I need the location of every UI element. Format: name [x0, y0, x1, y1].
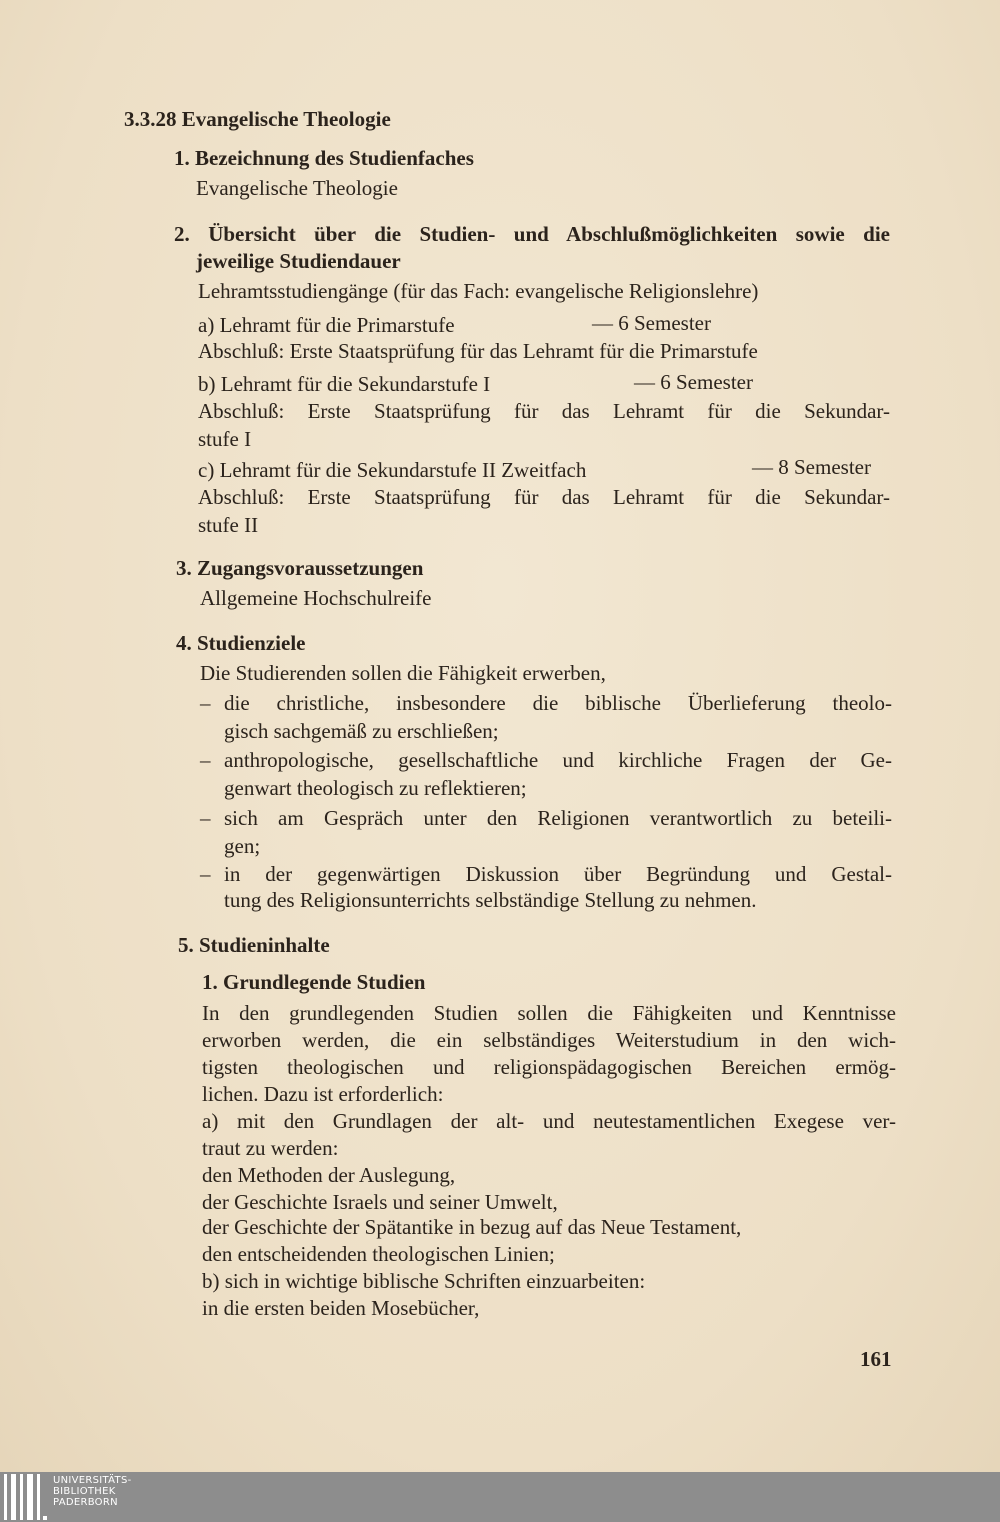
section-number: 3.3.28 [124, 107, 177, 131]
s4-item4-line2: tung des Religionsunterrichts selbständige Stellung zu nehmen. [224, 888, 757, 912]
page-number: 161 [860, 1347, 892, 1371]
s5-a-line5: der Geschichte der Spätantike in bezug auf das Neue Testament, [202, 1215, 742, 1239]
s2-b-label: b) Lehramt für die Sekundarstufe I [198, 372, 491, 396]
section-heading [124, 106, 391, 132]
s5-a-line3: den Methoden der Auslegung, [202, 1163, 456, 1187]
s4-item2-line2: genwart theologisch zu reflektieren; [224, 776, 527, 800]
s4-item3-line1: sich am Gespräch unter den Religionen verantwortlich zu beteili- [224, 806, 892, 830]
s2-b-duration: — 6 Semester [634, 370, 753, 394]
s4-item2-line1: anthropologische, gesellschaftliche und kirchliche Fragen der Ge- [224, 748, 892, 772]
s2-heading-line1 [174, 221, 890, 247]
s2-intro: Lehramtsstudiengänge (für das Fach: evangelische Religionslehre) [198, 279, 759, 303]
s2-c-degree-line2: stufe II [198, 513, 259, 537]
list-dash: – [200, 691, 211, 715]
s5-a-line6: den entscheidenden theologischen Linien; [202, 1242, 555, 1266]
s5-para-line1: In den grundlegenden Studien sollen die Fähigkeiten und Kenntnisse [202, 1001, 896, 1025]
s2-heading-text: Übersicht über die Studien- und Abschlußmöglichkeiten sowie die [208, 222, 890, 246]
s5-para-line4: lichen. Dazu ist erforderlich: [202, 1082, 444, 1106]
s4-item3-line2: gen; [224, 834, 261, 858]
s1-number: 1. [174, 146, 190, 170]
s4-item4-line1: in der gegenwärtigen Diskussion über Begründung und Gestal- [224, 862, 892, 886]
list-dash: – [200, 862, 211, 886]
library-name-line2: BIBLIOTHEK [53, 1486, 116, 1497]
s2-b-degree-line1: Abschluß: Erste Staatsprüfung für das Lehramt für die Sekundar- [198, 399, 890, 423]
s5-para-line2: erworben werden, die ein selbständiges Weiterstudium in den wich- [202, 1028, 896, 1052]
s2-a-label: a) Lehramt für die Primarstufe [198, 313, 455, 337]
s5-para-line3: tigsten theologischen und religionspädagogischen Bereichen ermög- [202, 1055, 896, 1079]
s2-c-duration: — 8 Semester [752, 455, 871, 479]
library-footer [0, 1472, 1000, 1522]
s5-subheading: 1. Grundlegende Studien [202, 970, 426, 994]
s2-c-degree-line1: Abschluß: Erste Staatsprüfung für das Lehramt für die Sekundar- [198, 485, 890, 509]
s5-b-line2: in die ersten beiden Mosebücher, [202, 1296, 480, 1320]
s1-heading [174, 145, 474, 171]
section-title: Evangelische Theologie [181, 107, 391, 131]
s2-number: 2. [174, 222, 190, 246]
library-name-line3: PADERBORN [53, 1497, 118, 1508]
s2-c-label: c) Lehramt für die Sekundarstufe II Zweitfach [198, 458, 587, 482]
s3-number: 3. [176, 556, 192, 580]
s5-b-line1: b) sich in wichtige biblische Schriften einzuarbeiten: [202, 1269, 646, 1293]
s2-a-degree: Abschluß: Erste Staatsprüfung für das Lehramt für die Primarstufe [198, 339, 758, 363]
library-name [53, 1475, 132, 1508]
s3-heading [176, 555, 423, 581]
s5-a-line2: traut zu werden: [202, 1136, 339, 1160]
s4-item1-line1: die christliche, insbesondere die biblische Überlieferung theolo- [224, 691, 892, 715]
s4-heading-text: Studienziele [197, 631, 306, 655]
s4-item1-line2: gisch sachgemäß zu erschließen; [224, 719, 499, 743]
s5-heading-text: Studieninhalte [199, 933, 330, 957]
s4-heading [176, 630, 306, 656]
s5-heading [178, 932, 330, 958]
s4-number: 4. [176, 631, 192, 655]
s1-heading-text: Bezeichnung des Studienfaches [195, 146, 474, 170]
s1-text: Evangelische Theologie [196, 176, 398, 200]
s2-b-degree-line2: stufe I [198, 427, 252, 451]
s5-a-line4: der Geschichte Israels und seiner Umwelt, [202, 1190, 558, 1214]
s5-a-line1: a) mit den Grundlagen der alt- und neutestamentlichen Exegese ver- [202, 1109, 896, 1133]
s3-text: Allgemeine Hochschulreife [200, 586, 432, 610]
list-dash: – [200, 806, 211, 830]
s4-intro: Die Studierenden sollen die Fähigkeit erwerben, [200, 661, 606, 685]
s5-number: 5. [178, 933, 194, 957]
s3-heading-text: Zugangsvoraussetzungen [197, 556, 424, 580]
library-name-line1: UNIVERSITÄTS- [53, 1475, 132, 1486]
list-dash: – [200, 748, 211, 772]
s2-a-duration: — 6 Semester [592, 311, 711, 335]
s2-heading-line2: jeweilige Studiendauer [196, 249, 401, 273]
